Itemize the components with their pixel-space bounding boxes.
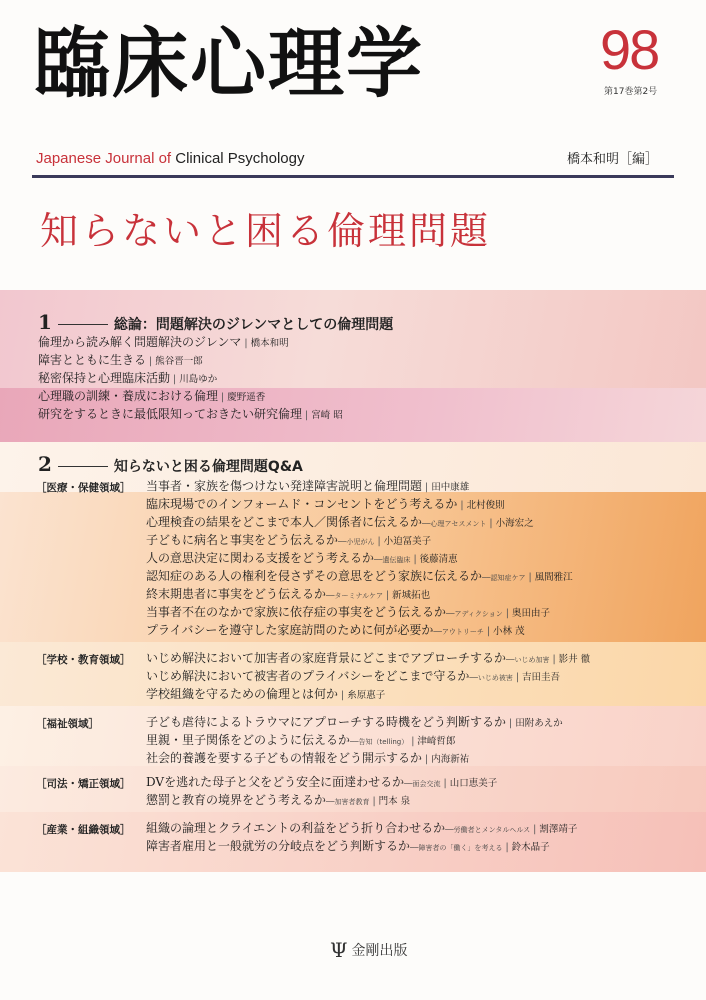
article-author: | 宮崎 昭: [302, 410, 343, 421]
section1-item: [38, 354, 203, 367]
article-author: | 田中康雄: [422, 482, 469, 493]
publisher-logo: [330, 938, 408, 962]
article-title: 里親・里子関係をどのように伝えるか: [146, 733, 351, 747]
section2-heading: [38, 452, 303, 476]
article-author: | 小迫冨美子: [374, 536, 431, 547]
section1-item: [38, 372, 217, 385]
article-note: ──アディクション: [446, 610, 503, 618]
article-author: | 鈴木晶子: [502, 842, 549, 853]
article-title: 障害とともに生きる: [38, 353, 147, 367]
article-title: 倫理から読み解く問題解決のジレンマ: [38, 335, 242, 349]
article-title: 終末期患者に事実をどう伝えるか: [146, 587, 327, 601]
header-rule: [32, 175, 674, 178]
article-author: | 新城拓也: [383, 590, 430, 601]
article-note: ──労働者とメンタルヘルス: [445, 826, 531, 834]
article-title: 心理職の訓練・養成における倫理: [38, 389, 219, 403]
subtitle-en-part1: Japanese Journal of: [36, 150, 176, 167]
article-author: | 吉田圭吾: [513, 672, 560, 683]
article-author: | 田附あえか: [506, 718, 563, 729]
article-author: | 内海新祐: [422, 754, 469, 765]
article-author: | 山口恵美子: [441, 778, 498, 789]
article-author: | 影井 徹: [549, 654, 590, 665]
category-school: ［学校・教育領域］: [36, 654, 131, 666]
article-title: 障害者雇用と一般就労の分岐点をどう判断するか: [146, 839, 411, 853]
article-author: | 風間雅江: [525, 572, 572, 583]
article-title: いじめ解決において加害者の家庭背景にどこまでアプローチするか: [146, 651, 507, 665]
qa-item: [146, 688, 385, 701]
article-author: | 北村俊則: [457, 500, 504, 511]
qa-item: [146, 606, 550, 619]
category-industry: ［産業・組織領域］: [36, 824, 131, 836]
article-title: プライバシーを遵守した家庭訪問のために何が必要か: [146, 623, 434, 637]
section1-heading: [38, 310, 393, 334]
section1-item: [38, 390, 265, 403]
article-title: 社会的養護を要する子どもの情報をどう開示するか: [146, 751, 423, 765]
qa-item: [146, 552, 458, 565]
article-title: 心理検査の結果をどこまで本人／関係者に伝えるか: [146, 515, 423, 529]
article-note: ──加害者教育: [326, 798, 370, 806]
article-title: 学校組織を守るための倫理とは何か: [146, 687, 339, 701]
issue-number: 98: [600, 18, 659, 81]
section1-number: 1: [38, 310, 52, 334]
qa-item: [146, 670, 560, 683]
issue-volume: 第17巻第2号: [604, 87, 658, 97]
category-welfare: ［福祉領域］: [36, 718, 99, 730]
article-author: | 糸原惠子: [338, 690, 385, 701]
category-medical: ［医療・保健領域］: [36, 482, 131, 494]
article-author: | 慶野遥香: [218, 392, 265, 403]
qa-item: [146, 588, 430, 601]
article-title: 臨床現場でのインフォームド・コンセントをどう考えるか: [146, 497, 458, 511]
article-author: | 割澤靖子: [530, 824, 577, 835]
section-dash: [58, 466, 108, 467]
subtitle-en-part2: Clinical Psychology: [175, 150, 305, 167]
article-title: 当事者・家族を傷つけない発達障害説明と倫理問題: [146, 479, 423, 493]
qa-item: [146, 776, 497, 789]
journal-subtitle-en: [36, 150, 305, 167]
article-author: | 津崎哲郎: [408, 736, 455, 747]
qa-item: [146, 716, 563, 729]
article-note: ──障害者の「働く」を考える: [410, 844, 503, 852]
article-title: 秘密保持と心理臨床活動: [38, 371, 171, 385]
feature-headline: 知らないと困る倫理問題: [40, 209, 492, 253]
qa-item: [146, 822, 577, 835]
section-dash: [58, 324, 108, 325]
category-justice: ［司法・矯正領域］: [36, 778, 131, 790]
article-title: DVを逃れた母子と父をどう安全に面達わせるか: [146, 775, 405, 789]
article-title: 懲罰と教育の境界をどう考えるか: [146, 793, 327, 807]
section2-number: 2: [38, 452, 52, 476]
section1-item: [38, 408, 343, 421]
article-title: いじめ解決において被害者のプライバシーをどこまで守るか: [146, 669, 470, 683]
article-note: ──ターミナルケア: [326, 592, 383, 600]
article-note: ──面会交流: [404, 780, 441, 788]
qa-item: [146, 534, 431, 547]
article-author: | 小林 茂: [484, 626, 525, 637]
article-title: 研究をするときに最低限知っておきたい研究倫理: [38, 407, 303, 421]
article-note: ──いじめ被害: [469, 674, 513, 682]
article-author: | 奥田由子: [503, 608, 550, 619]
qa-item: [146, 794, 410, 807]
qa-item: [146, 498, 505, 511]
editor-credit: 橋本和明［編］: [566, 152, 658, 167]
psi-icon: Ψ: [330, 938, 348, 962]
article-author: | 小海宏之: [486, 518, 533, 529]
qa-item: [146, 624, 525, 637]
section2-title: 知らないと困る倫理問題Q&A: [113, 459, 303, 475]
article-note: ──アウトリーチ: [433, 628, 484, 636]
article-title: 人の意思決定に関わる支援をどう考えるか: [146, 551, 375, 565]
article-note: ──認知症ケア: [482, 574, 526, 582]
article-title: 当事者不在のなかで家族に依存症の事実をどう伝えるか: [146, 605, 447, 619]
article-note: ──遺伝臨床: [374, 556, 411, 564]
article-author: | 橋本和明: [241, 338, 288, 349]
article-author: | 川島ゆか: [170, 374, 217, 385]
article-note: ──心理アセスメント: [422, 520, 487, 528]
qa-item: [146, 734, 455, 747]
qa-item: [146, 480, 469, 493]
article-title: 認知症のある人の権利を侵さずその意思をどう家族に伝えるか: [146, 569, 483, 583]
qa-item: [146, 516, 534, 529]
article-note: ──いじめ加害: [506, 656, 550, 664]
qa-item: [146, 840, 550, 853]
article-author: | 後藤清恵: [410, 554, 457, 565]
journal-title: 臨床心理学: [34, 19, 424, 108]
article-title: 組織の論理とクライエントの利益をどう折り合わせるか: [146, 821, 446, 835]
publisher-name: 金剛出版: [351, 943, 408, 959]
qa-item: [146, 752, 469, 765]
section1-item: [38, 336, 289, 349]
section1-title: 総論：問題解決のジレンマとしての倫理問題: [113, 317, 394, 333]
article-title: 子ども虐待によるトラウマにアプローチする時機をどう判断するか: [146, 715, 507, 729]
article-author: | 熊谷晋一郎: [146, 356, 203, 367]
qa-item: [146, 570, 573, 583]
qa-item: [146, 652, 590, 665]
article-note: ──告知（telling）: [350, 738, 409, 746]
article-author: | 門本 泉: [369, 796, 410, 807]
article-note: ──小児がん: [338, 538, 375, 546]
article-title: 子どもに病名と事実をどう伝えるか: [146, 533, 339, 547]
